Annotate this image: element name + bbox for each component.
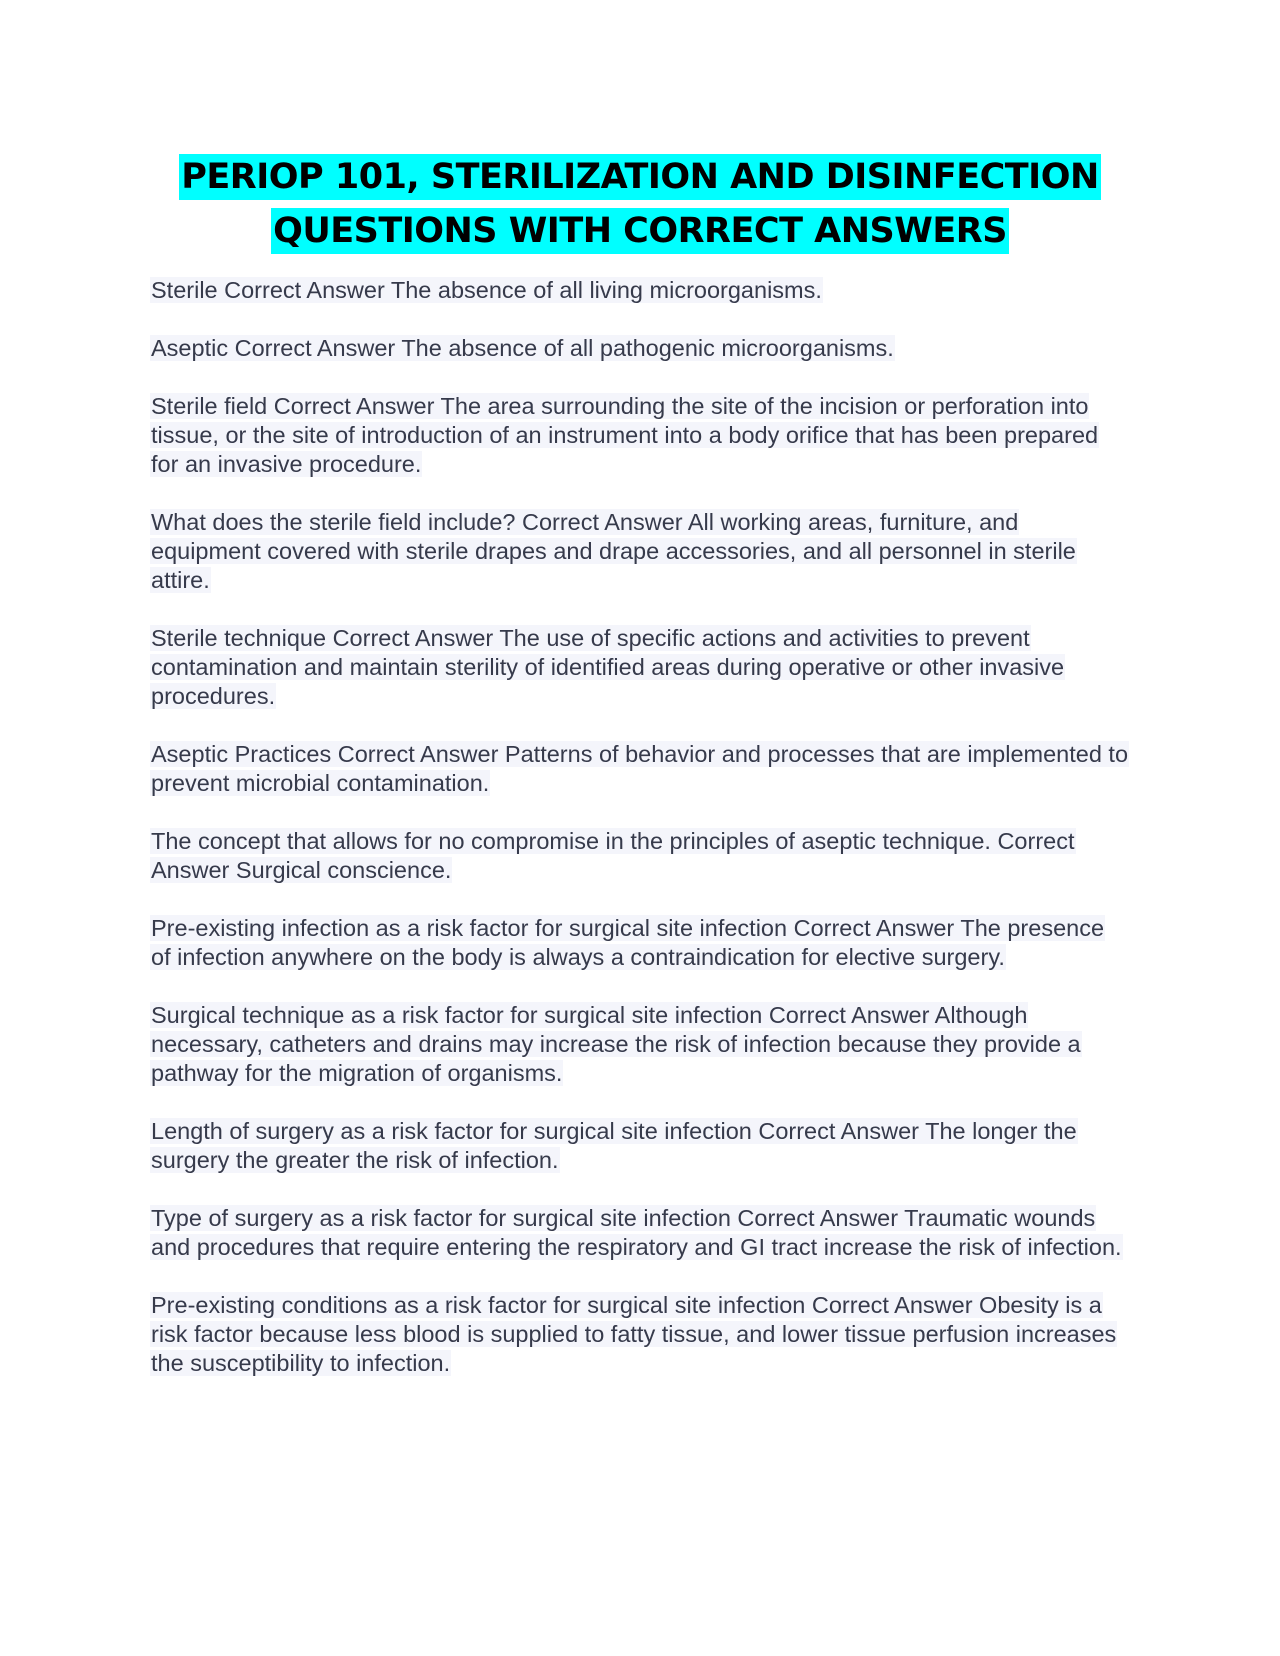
qa-item-text: Aseptic Correct Answer The absence of all pathogenic microorganisms. xyxy=(151,335,894,361)
qa-item-text: Surgical technique as a risk factor for surgical site infection Correct Answer Although necessary, catheters and drains may increase the risk of infection because they provide a pathway for the migration of organisms. xyxy=(151,1002,1081,1086)
qa-item xyxy=(150,827,1130,885)
qa-item-text: Type of surgery as a risk factor for surgical site infection Correct Answer Traumatic wounds and procedures that require entering the respiratory and GI tract increase the risk of infection. xyxy=(151,1205,1122,1260)
qa-item xyxy=(150,1001,1130,1088)
qa-item-text: Sterile Correct Answer The absence of all living microorganisms. xyxy=(151,277,822,303)
qa-list xyxy=(150,276,1130,1407)
document-title-text: PERIOP 101, STERILIZATION AND DISINFECTION QUESTIONS WITH CORRECT ANSWERS xyxy=(179,154,1101,254)
qa-item-text: What does the sterile field include? Correct Answer All working areas, furniture, and equipment covered with sterile drapes and drape accessories, and all personnel in sterile attire. xyxy=(151,509,1076,593)
qa-item xyxy=(150,508,1130,595)
qa-item xyxy=(150,1117,1130,1175)
document-title xyxy=(150,150,1130,258)
qa-item xyxy=(150,740,1130,798)
qa-item xyxy=(150,276,1130,305)
qa-item xyxy=(150,1291,1130,1378)
qa-item-text: Sterile technique Correct Answer The use of specific actions and activities to prevent contamination and maintain sterility of identified areas during operative or other invasive procedures. xyxy=(151,625,1065,709)
qa-item-text: Aseptic Practices Correct Answer Patterns of behavior and processes that are implemented to prevent microbial contamination. xyxy=(151,741,1129,796)
qa-item xyxy=(150,1204,1130,1262)
qa-item xyxy=(150,914,1130,972)
qa-item-text: Length of surgery as a risk factor for surgical site infection Correct Answer The longer the surgery the greater the risk of infection. xyxy=(151,1118,1077,1173)
qa-item-text: The concept that allows for no compromise in the principles of aseptic technique. Correct Answer Surgical conscience. xyxy=(151,828,1075,883)
qa-item xyxy=(150,624,1130,711)
qa-item xyxy=(150,334,1130,363)
qa-item-text: Pre-existing conditions as a risk factor for surgical site infection Correct Answer Obesity is a risk factor because less blood is supplied to fatty tissue, and lower tissue perfusion increases the susceptibility to infection. xyxy=(151,1292,1117,1376)
qa-item-text: Pre-existing infection as a risk factor for surgical site infection Correct Answer The presence of infection anywhere on the body is always a contraindication for elective surgery. xyxy=(151,915,1105,970)
qa-item-text: Sterile field Correct Answer The area surrounding the site of the incision or perforation into tissue, or the site of introduction of an instrument into a body orifice that has been prepared for an invasive procedure. xyxy=(151,393,1099,477)
qa-item xyxy=(150,392,1130,479)
